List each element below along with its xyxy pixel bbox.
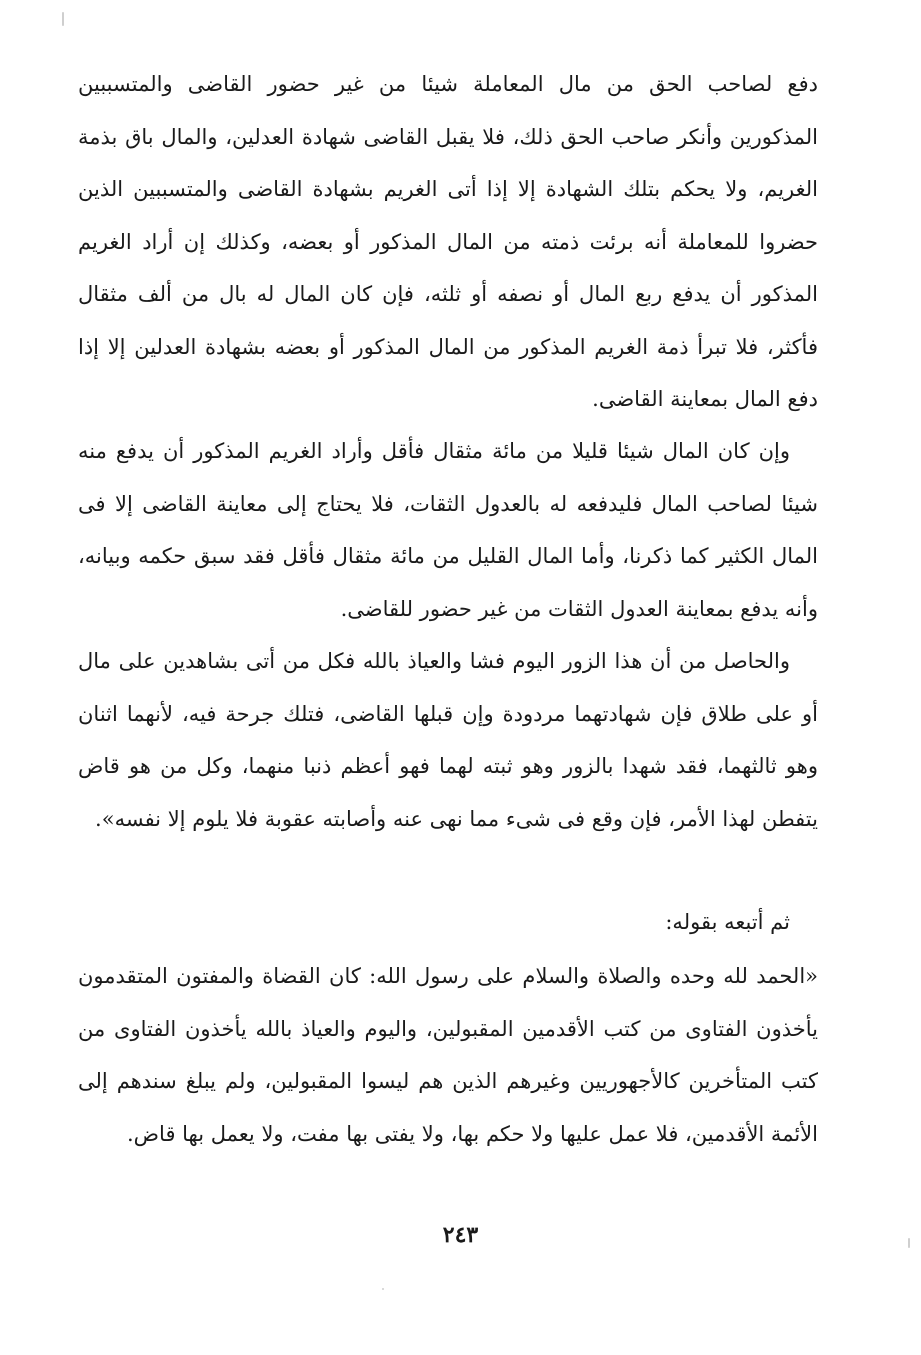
body-paragraph-1: [78, 58, 818, 426]
page-number: ٢٤٣: [442, 1222, 479, 1248]
body-paragraph-2: [78, 425, 818, 635]
scan-artifact-mark: [62, 12, 64, 26]
scan-artifact-mark: [382, 1288, 384, 1290]
paragraph-text: «الحمد لله وحده والصلاة والسلام على رسول الله: كان القضاة والمفتون المتقدمون يأخذون الفتاوى من كتب الأقدمين المقبولين، واليوم والعياذ بالله يأخذون الفتاوى من كتب المتأخرين كالأجهوريين وغيرهم الذين هم ليسوا المقبولين، ولم يبلغ سندهم إلى الأئمة الأقدمين، فلا عمل عليها ولا حكم بها، ولا يفتى بها مفت، ولا يعمل بها قاض.: [78, 964, 818, 1146]
body-paragraph-3: [78, 635, 818, 845]
paragraph-text: وإن كان المال شيئا قليلا من مائة مثقال فأقل وأراد الغريم المذكور أن يدفع منه شيئا لصاحب المال فليدفعه له بالعدول الثقات، فلا يحتاج إلى معاينة القاضى إلا فى المال الكثير كما ذكرنا، وأما المال القليل من مائة مثقال فأقل فقد سبق حكمه وبيانه، وأنه يدفع بمعاينة العدول الثقات من غير حضور للقاضى.: [78, 439, 818, 621]
paragraph-text: ثم أتبعه بقوله:: [665, 910, 790, 934]
body-paragraph-5: [78, 950, 818, 1160]
body-paragraph-4: [78, 896, 818, 949]
paragraph-text: دفع لصاحب الحق من مال المعاملة شيئا من غير حضور القاضى والمتسببين المذكورين وأنكر صاحب الحق ذلك، فلا يقبل القاضى شهادة العدلين، والمال باق بذمة الغريم، ولا يحكم بتلك الشهادة إلا إذا أتى الغريم بشهادة القاضى والمتسببين الذين حضروا للمعاملة أنه برئت ذمته من المال المذكور أو بعضه، وكذلك إن أراد الغريم المذكور أن يدفع ربع المال أو نصفه أو ثلثه، فإن كان المال له بال من ألف مثقال فأكثر، فلا تبرأ ذمة الغريم المذكور من المال المذكور أو بعضه بشهادة العدلين إلا إذا دفع المال بمعاينة القاضى.: [78, 72, 818, 411]
paragraph-text: والحاصل من أن هذا الزور اليوم فشا والعياذ بالله فكل من أتى بشاهدين على مال أو على طلاق فإن شهادتهما مردودة وإن قبلها القاضى، فتلك جرحة فيه، لأنهما اثنان وهو ثالثهما، فقد شهدا بالزور وهو ثبته لهما فهو أعظم ذنبا منهما، وكل من هو قاض يتفطن لهذا الأمر، فإن وقع فى شىء مما نهى عنه وأصابته عقوبة فلا يلوم إلا نفسه».: [78, 649, 818, 831]
